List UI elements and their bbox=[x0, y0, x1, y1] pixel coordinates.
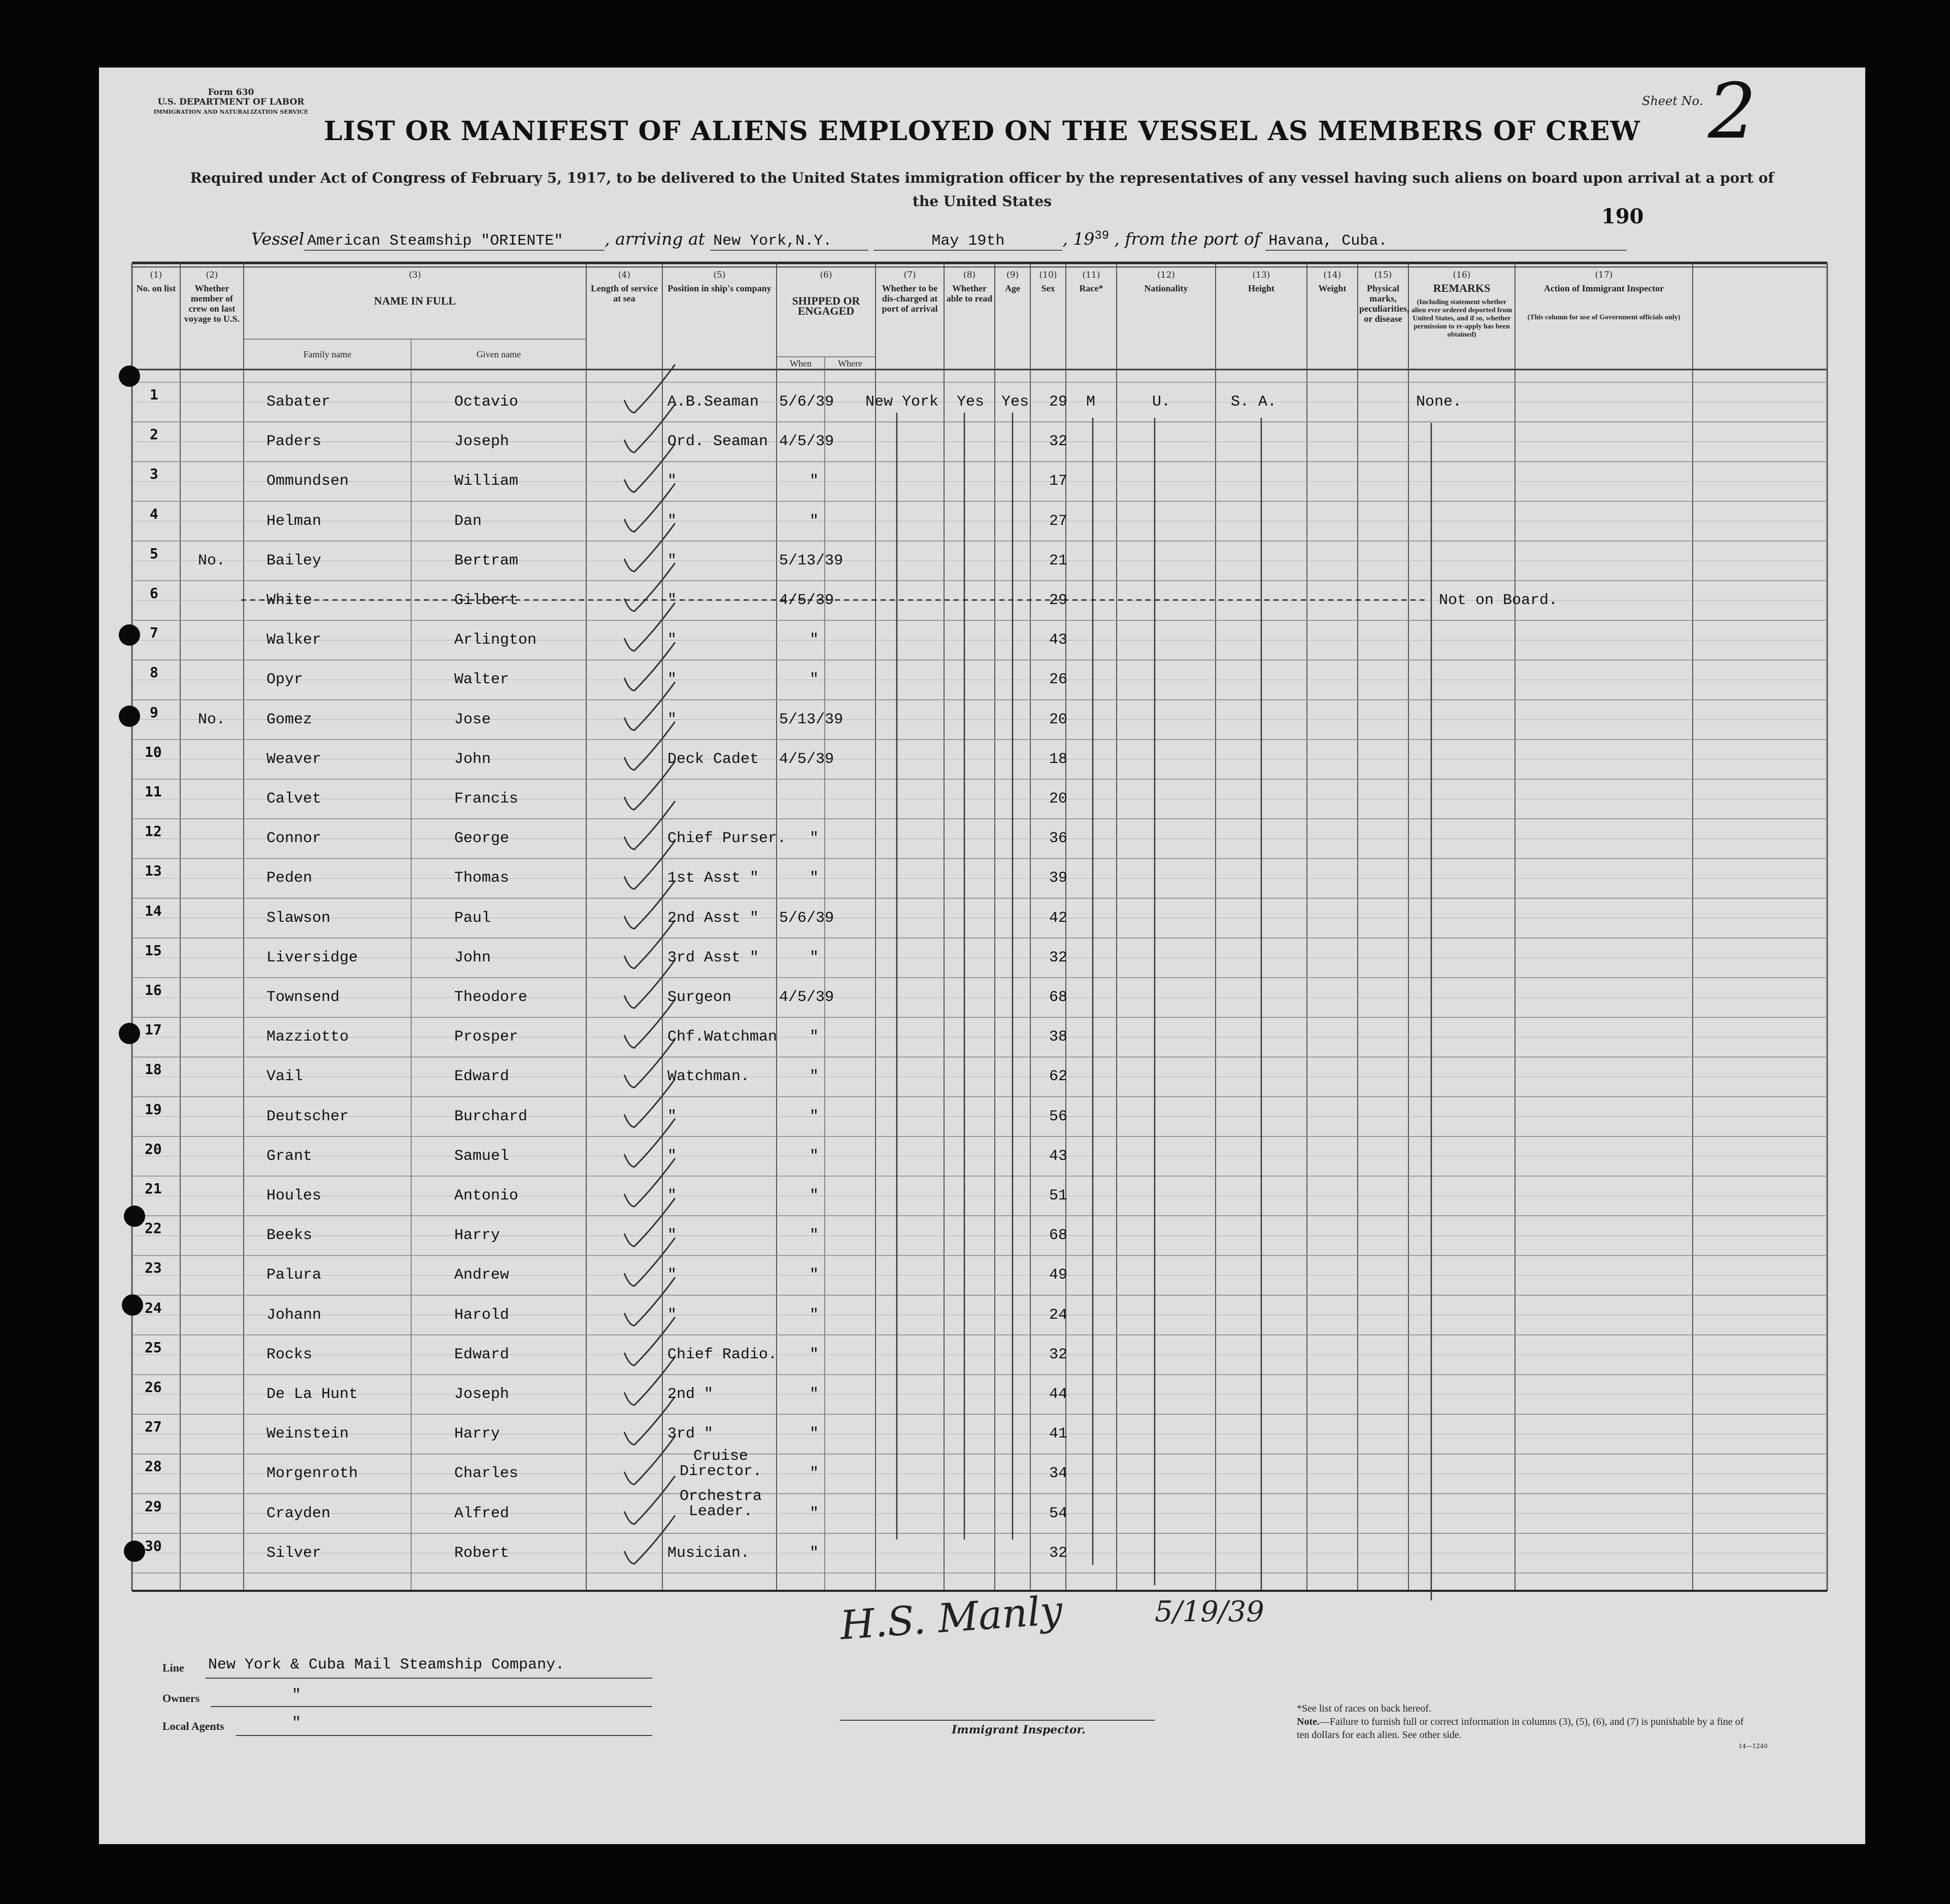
position-cell: Musician. bbox=[667, 1544, 750, 1562]
column-number: (6) bbox=[820, 270, 832, 280]
signature-date: 5/19/39 bbox=[1155, 1595, 1264, 1628]
given-name-cell: Joseph bbox=[454, 433, 510, 451]
family-name-cell: Townsend bbox=[266, 989, 340, 1006]
position-cell: " bbox=[667, 1306, 677, 1324]
column-header: Physical marks, peculiarities, or disease bbox=[1359, 283, 1409, 324]
age-cell: 32 bbox=[1049, 1544, 1068, 1562]
owners-label: Owners bbox=[162, 1692, 200, 1705]
given-name-cell: Theodore bbox=[454, 989, 528, 1006]
agents-label: Local Agents bbox=[162, 1720, 224, 1732]
last-voyage-cell: No. bbox=[198, 552, 226, 570]
column-header: SHIPPED OR ENGAGED bbox=[792, 294, 860, 317]
position-cell: " bbox=[667, 631, 677, 649]
shipped-when-cell: 5/13/39 bbox=[779, 552, 844, 570]
family-name-cell: Silver bbox=[266, 1544, 322, 1562]
manifest-sheet bbox=[99, 68, 1865, 1844]
family-name-cell: Ommundsen bbox=[266, 473, 349, 490]
column-number: (12) bbox=[1157, 270, 1175, 280]
discharged-cell: Yes bbox=[957, 393, 985, 411]
shipped-when-cell: " bbox=[810, 1386, 819, 1403]
age-cell: 32 bbox=[1049, 433, 1068, 451]
row-number: 2 bbox=[150, 426, 158, 443]
position-cell: " bbox=[667, 1266, 677, 1284]
position-cell: Chf.Watchman bbox=[667, 1028, 778, 1046]
column-subheader: Family name bbox=[303, 349, 352, 359]
family-name-cell: Paders bbox=[266, 433, 322, 451]
row-number: 20 bbox=[145, 1140, 162, 1157]
row-number: 1 bbox=[150, 386, 158, 403]
binder-hole bbox=[124, 1206, 145, 1227]
remarks-cell: Not on Board. bbox=[1439, 592, 1558, 609]
age-cell: 54 bbox=[1049, 1505, 1068, 1522]
row-number: 29 bbox=[145, 1497, 162, 1515]
column-header: Action of Immigrant Inspector bbox=[1543, 283, 1664, 293]
race-cell: U. bbox=[1152, 393, 1171, 411]
agents-value: " bbox=[292, 1715, 301, 1732]
vessel-label: Vessel bbox=[251, 229, 305, 249]
row-number: 22 bbox=[145, 1220, 162, 1237]
family-name-cell: Connor bbox=[266, 830, 322, 848]
given-name-cell: Octavio bbox=[454, 393, 519, 411]
column-subheader: (This column for use of Government officials only) bbox=[1527, 314, 1680, 321]
age-cell: 62 bbox=[1049, 1068, 1068, 1086]
given-name-cell: Walter bbox=[454, 671, 510, 689]
column-subheader: Given name bbox=[476, 349, 521, 359]
row-number: 27 bbox=[145, 1418, 162, 1435]
row-number: 24 bbox=[145, 1299, 162, 1316]
position-cell: 2nd Asst " bbox=[667, 909, 759, 927]
note-label: Note. bbox=[1297, 1716, 1320, 1727]
age-cell: 20 bbox=[1049, 790, 1068, 808]
given-name-cell: Harold bbox=[454, 1306, 510, 1324]
owners-value: " bbox=[292, 1687, 301, 1704]
service-name: IMMIGRATION AND NATURALIZATION SERVICE bbox=[153, 109, 309, 115]
row-number: 15 bbox=[145, 942, 162, 959]
family-name-cell: Beeks bbox=[266, 1227, 313, 1245]
column-header: Nationality bbox=[1144, 283, 1188, 293]
age-cell: 29 bbox=[1049, 393, 1068, 411]
age-cell: 49 bbox=[1049, 1266, 1068, 1284]
shipped-when-cell: 5/6/39 bbox=[779, 909, 834, 927]
agents-rule bbox=[236, 1735, 652, 1736]
family-name-cell: Morgenroth bbox=[266, 1465, 358, 1483]
age-cell: 34 bbox=[1049, 1465, 1068, 1483]
row-number: 9 bbox=[150, 704, 158, 721]
inspector-rule bbox=[840, 1720, 1155, 1721]
note-text: —Failure to furnish full or correct information in columns (3), (5), (6), and (7) is punishable by a fine of ten dollars for each alien. See other side. bbox=[1297, 1716, 1744, 1741]
row-number: 21 bbox=[145, 1180, 162, 1197]
printer-code: 14—1240 bbox=[1738, 1743, 1768, 1750]
position-cell: Chief Purser. bbox=[667, 830, 787, 848]
shipped-when-cell: 4/5/39 bbox=[779, 433, 834, 451]
family-name-cell: Peden bbox=[266, 870, 313, 887]
row-number: 14 bbox=[145, 902, 162, 919]
line-label: Line bbox=[162, 1661, 184, 1674]
page-title: LIST OR MANIFEST OF ALIENS EMPLOYED ON THE VESSEL AS MEMBERS OF CREW bbox=[324, 116, 1640, 147]
column-number: (9) bbox=[1006, 270, 1019, 280]
row-number: 26 bbox=[145, 1379, 162, 1395]
row-number: 5 bbox=[150, 545, 158, 562]
given-name-cell: George bbox=[454, 830, 510, 848]
position-cell: Cruise Director. bbox=[679, 1448, 762, 1481]
age-cell: 39 bbox=[1049, 870, 1068, 887]
position-cell: Ord. Seaman bbox=[667, 433, 768, 451]
given-name-cell: Antonio bbox=[454, 1187, 519, 1205]
position-cell: " bbox=[667, 671, 677, 689]
age-cell: 32 bbox=[1049, 1346, 1068, 1363]
shipped-when-cell: " bbox=[810, 1465, 819, 1483]
age-cell: 68 bbox=[1049, 1227, 1068, 1245]
column-number: (5) bbox=[713, 270, 726, 280]
from-port-label: , from the port of bbox=[1114, 229, 1261, 249]
physical-marks-cell: None. bbox=[1416, 393, 1462, 411]
form-number: Form 630 bbox=[208, 87, 254, 97]
races-note: *See list of races on back hereof. bbox=[1297, 1703, 1431, 1714]
shipped-when-cell: 5/6/39 bbox=[779, 393, 834, 411]
column-number: (8) bbox=[963, 270, 976, 280]
position-cell: Surgeon bbox=[667, 989, 732, 1006]
family-name-cell: Deutscher bbox=[266, 1108, 349, 1125]
shipped-when-cell: " bbox=[810, 1306, 819, 1324]
given-name-cell: Harry bbox=[454, 1227, 500, 1245]
line-rule bbox=[206, 1678, 652, 1679]
given-name-cell: Joseph bbox=[454, 1386, 510, 1403]
position-cell: " bbox=[667, 512, 677, 530]
binder-hole bbox=[119, 1023, 140, 1044]
family-name-cell: Houles bbox=[266, 1187, 322, 1205]
shipped-when-cell: " bbox=[810, 1068, 819, 1086]
position-cell: Watchman. bbox=[667, 1068, 750, 1086]
column-header: Sex bbox=[1041, 283, 1055, 293]
family-name-cell: Bailey bbox=[266, 552, 322, 570]
column-number: (2) bbox=[206, 270, 218, 280]
position-cell: Orchestra Leader. bbox=[679, 1487, 762, 1520]
column-header: NAME IN FULL bbox=[374, 294, 456, 307]
shipped-when-cell: " bbox=[810, 1266, 819, 1284]
family-name-cell: White bbox=[266, 592, 313, 609]
position-cell: 2nd " bbox=[667, 1386, 714, 1403]
owners-rule bbox=[211, 1706, 652, 1707]
age-cell: 43 bbox=[1049, 1147, 1068, 1165]
row-number: 10 bbox=[145, 743, 162, 760]
age-cell: 51 bbox=[1049, 1187, 1068, 1205]
age-cell: 24 bbox=[1049, 1306, 1068, 1324]
row-number: 7 bbox=[150, 624, 158, 642]
row-number: 8 bbox=[150, 664, 158, 681]
given-name-cell: Gilbert bbox=[454, 592, 519, 609]
position-cell: A.B.Seaman bbox=[667, 393, 759, 411]
shipped-when-cell: " bbox=[810, 1028, 819, 1046]
shipped-when-cell: " bbox=[810, 512, 819, 530]
age-cell: 41 bbox=[1049, 1425, 1068, 1443]
binder-hole bbox=[124, 1541, 145, 1562]
given-name-cell: Harry bbox=[454, 1425, 500, 1443]
line-value: New York & Cuba Mail Steamship Company. bbox=[208, 1656, 565, 1674]
given-name-cell: Thomas bbox=[454, 870, 510, 887]
given-name-cell: Francis bbox=[454, 790, 519, 808]
family-name-cell: Palura bbox=[266, 1266, 322, 1284]
family-name-cell: Opyr bbox=[266, 671, 304, 689]
page-subtitle: Required under Act of Congress of February 5, 1917, to be delivered to the United States immigration officer by the representatives of any vessel having such aliens on board upon arrival at a port of the United States bbox=[190, 170, 1774, 210]
age-cell: 29 bbox=[1049, 592, 1068, 609]
shipped-when-cell: 4/5/39 bbox=[779, 592, 834, 609]
department-name: U.S. DEPARTMENT OF LABOR bbox=[157, 97, 305, 107]
column-header: Age bbox=[1005, 283, 1020, 293]
shipped-when-cell: " bbox=[810, 1425, 819, 1443]
shipped-where-cell: New York bbox=[865, 393, 939, 411]
shipped-when-cell: " bbox=[810, 1346, 819, 1363]
column-number: (16) bbox=[1453, 270, 1471, 280]
family-name-cell: Rocks bbox=[266, 1346, 313, 1363]
shipped-when-cell: " bbox=[810, 671, 819, 689]
family-name-cell: Grant bbox=[266, 1147, 313, 1165]
given-name-cell: Edward bbox=[454, 1068, 510, 1086]
inspector-signature: H.S. Manly bbox=[838, 1587, 1064, 1649]
age-cell: 36 bbox=[1049, 830, 1068, 848]
given-name-cell: Dan bbox=[454, 512, 482, 530]
given-name-cell: Robert bbox=[454, 1544, 510, 1562]
column-number: (14) bbox=[1323, 270, 1341, 280]
shipped-when-cell: " bbox=[810, 1544, 819, 1562]
age-cell: 27 bbox=[1049, 512, 1068, 530]
shipped-when-cell: " bbox=[810, 870, 819, 887]
given-name-cell: Bertram bbox=[454, 552, 519, 570]
column-number: (11) bbox=[1082, 270, 1100, 280]
row-number: 6 bbox=[150, 585, 158, 602]
position-cell: Chief Radio. bbox=[667, 1346, 778, 1363]
last-voyage-cell: No. bbox=[198, 711, 226, 728]
row-number: 25 bbox=[145, 1339, 162, 1356]
given-name-cell: Jose bbox=[454, 711, 491, 728]
binder-hole bbox=[119, 706, 140, 727]
row-number: 16 bbox=[145, 982, 162, 998]
column-header: REMARKS bbox=[1433, 282, 1491, 294]
row-number: 18 bbox=[145, 1061, 162, 1078]
given-name-cell: Edward bbox=[454, 1346, 510, 1363]
shipped-when-cell: " bbox=[810, 473, 819, 490]
row-number: 23 bbox=[145, 1259, 162, 1277]
given-name-cell: Andrew bbox=[454, 1266, 510, 1284]
row-number: 30 bbox=[145, 1537, 162, 1554]
arriving-value: New York,N.Y. bbox=[710, 232, 868, 251]
position-cell: " bbox=[667, 711, 677, 728]
column-header: Length of service at sea bbox=[591, 283, 658, 304]
shipped-when-cell: 4/5/39 bbox=[779, 989, 834, 1006]
age-cell: 17 bbox=[1049, 473, 1068, 490]
manifest-grid bbox=[99, 68, 1865, 1844]
age-cell: 18 bbox=[1049, 750, 1068, 768]
year-prefix: , 19 bbox=[1062, 229, 1095, 249]
year-value: 39 bbox=[1094, 229, 1110, 243]
from-port-value: Havana, Cuba. bbox=[1265, 232, 1627, 251]
given-name-cell: William bbox=[454, 473, 519, 490]
age-cell: 68 bbox=[1049, 989, 1068, 1006]
age-cell: 44 bbox=[1049, 1386, 1068, 1403]
position-cell: " bbox=[667, 1147, 677, 1165]
column-header: Whether member of crew on last voyage to U.S. bbox=[184, 283, 240, 324]
row-number: 12 bbox=[145, 823, 162, 840]
given-name-cell: Samuel bbox=[454, 1147, 510, 1165]
column-subheader: When bbox=[790, 358, 812, 369]
column-header: No. on list bbox=[136, 283, 176, 293]
shipped-when-cell: " bbox=[810, 1147, 819, 1165]
age-cell: 20 bbox=[1049, 711, 1068, 728]
family-name-cell: Mazziotto bbox=[266, 1028, 349, 1046]
family-name-cell: Johann bbox=[266, 1306, 322, 1324]
age-cell: 32 bbox=[1049, 949, 1068, 966]
row-number: 13 bbox=[145, 862, 162, 880]
binder-hole bbox=[119, 365, 140, 387]
family-name-cell: Liversidge bbox=[266, 949, 358, 966]
row-number: 3 bbox=[150, 465, 158, 483]
column-subheader: Where bbox=[838, 358, 862, 369]
given-name-cell: Paul bbox=[454, 909, 491, 927]
position-cell: Deck Cadet bbox=[667, 750, 759, 768]
shipped-when-cell: " bbox=[810, 631, 819, 649]
age-cell: 56 bbox=[1049, 1108, 1068, 1125]
given-name-cell: Arlington bbox=[454, 631, 537, 649]
age-cell: 43 bbox=[1049, 631, 1068, 649]
column-number: (1) bbox=[150, 270, 162, 280]
position-cell: " bbox=[667, 1227, 677, 1245]
row-number: 11 bbox=[145, 783, 162, 800]
column-number: (17) bbox=[1595, 270, 1613, 280]
position-cell: 3rd Asst " bbox=[667, 949, 759, 966]
age-cell: 26 bbox=[1049, 671, 1068, 689]
row-number: 17 bbox=[145, 1021, 162, 1039]
year-stamp: 190 bbox=[1601, 205, 1644, 228]
family-name-cell: Sabater bbox=[266, 393, 331, 411]
position-cell: " bbox=[667, 1108, 677, 1125]
footer-note bbox=[1297, 1702, 1754, 1742]
column-number: (15) bbox=[1374, 270, 1392, 280]
given-name-cell: Alfred bbox=[454, 1505, 510, 1522]
column-number: (13) bbox=[1252, 270, 1270, 280]
column-header: Whether able to read bbox=[946, 283, 993, 304]
column-number: (4) bbox=[618, 270, 631, 280]
able-to-read-cell: Yes bbox=[1001, 393, 1029, 411]
column-header: Whether to be dis-charged at port of arrival bbox=[882, 283, 938, 314]
column-header: Weight bbox=[1318, 283, 1347, 293]
column-header: Position in ship's company bbox=[667, 283, 771, 293]
shipped-when-cell: 4/5/39 bbox=[779, 750, 834, 768]
given-name-cell: John bbox=[454, 949, 491, 966]
age-cell: 42 bbox=[1049, 909, 1068, 927]
binder-hole bbox=[119, 624, 140, 646]
family-name-cell: Vail bbox=[266, 1068, 304, 1086]
column-number: (7) bbox=[903, 270, 916, 280]
sheet-number: 2 bbox=[1708, 68, 1757, 156]
family-name-cell: Gomez bbox=[266, 711, 313, 728]
sheet-label: Sheet No. bbox=[1642, 94, 1703, 108]
nationality-cell: S. A. bbox=[1231, 393, 1277, 411]
inspector-label: Immigrant Inspector. bbox=[952, 1723, 1086, 1736]
column-number: (3) bbox=[409, 270, 421, 280]
sex-cell: M bbox=[1086, 393, 1096, 411]
family-name-cell: Helman bbox=[266, 512, 322, 530]
shipped-when-cell: " bbox=[810, 1505, 819, 1522]
family-name-cell: Walker bbox=[266, 631, 322, 649]
shipped-when-cell: " bbox=[810, 949, 819, 966]
family-name-cell: Weinstein bbox=[266, 1425, 349, 1443]
shipped-when-cell: " bbox=[810, 1227, 819, 1245]
family-name-cell: Crayden bbox=[266, 1505, 331, 1522]
column-number: (10) bbox=[1039, 270, 1057, 280]
arriving-label: , arriving at bbox=[604, 229, 705, 249]
position-cell: 3rd " bbox=[667, 1425, 714, 1443]
shipped-when-cell: 5/13/39 bbox=[779, 711, 844, 728]
shipped-when-cell: " bbox=[810, 1108, 819, 1125]
age-cell: 21 bbox=[1049, 552, 1068, 570]
given-name-cell: Charles bbox=[454, 1465, 519, 1483]
row-number: 19 bbox=[145, 1100, 162, 1118]
given-name-cell: John bbox=[454, 750, 491, 768]
family-name-cell: Calvet bbox=[266, 790, 322, 808]
column-header: Race* bbox=[1079, 283, 1103, 293]
family-name-cell: Slawson bbox=[266, 909, 331, 927]
family-name-cell: Weaver bbox=[266, 750, 322, 768]
position-cell: " bbox=[667, 473, 677, 490]
arrival-date: May 19th bbox=[873, 232, 1062, 251]
shipped-when-cell: " bbox=[810, 1187, 819, 1205]
vessel-value: American Steamship "ORIENTE" bbox=[304, 232, 604, 251]
binder-hole bbox=[122, 1294, 143, 1316]
position-cell: " bbox=[667, 592, 677, 609]
row-number: 28 bbox=[145, 1458, 162, 1475]
column-subheader: (Including statement whether alien ever ordered deported from United States, and if so, whether permission to re-apply has been obtained) bbox=[1411, 298, 1512, 339]
given-name-cell: Prosper bbox=[454, 1028, 519, 1046]
shipped-when-cell: " bbox=[810, 830, 819, 848]
position-cell: 1st Asst " bbox=[667, 870, 759, 887]
position-cell: " bbox=[667, 552, 677, 570]
row-number: 4 bbox=[150, 505, 158, 522]
given-name-cell: Burchard bbox=[454, 1108, 528, 1125]
family-name-cell: De La Hunt bbox=[266, 1386, 358, 1403]
position-cell: " bbox=[667, 1187, 677, 1205]
column-header: Height bbox=[1248, 283, 1274, 293]
age-cell: 38 bbox=[1049, 1028, 1068, 1046]
